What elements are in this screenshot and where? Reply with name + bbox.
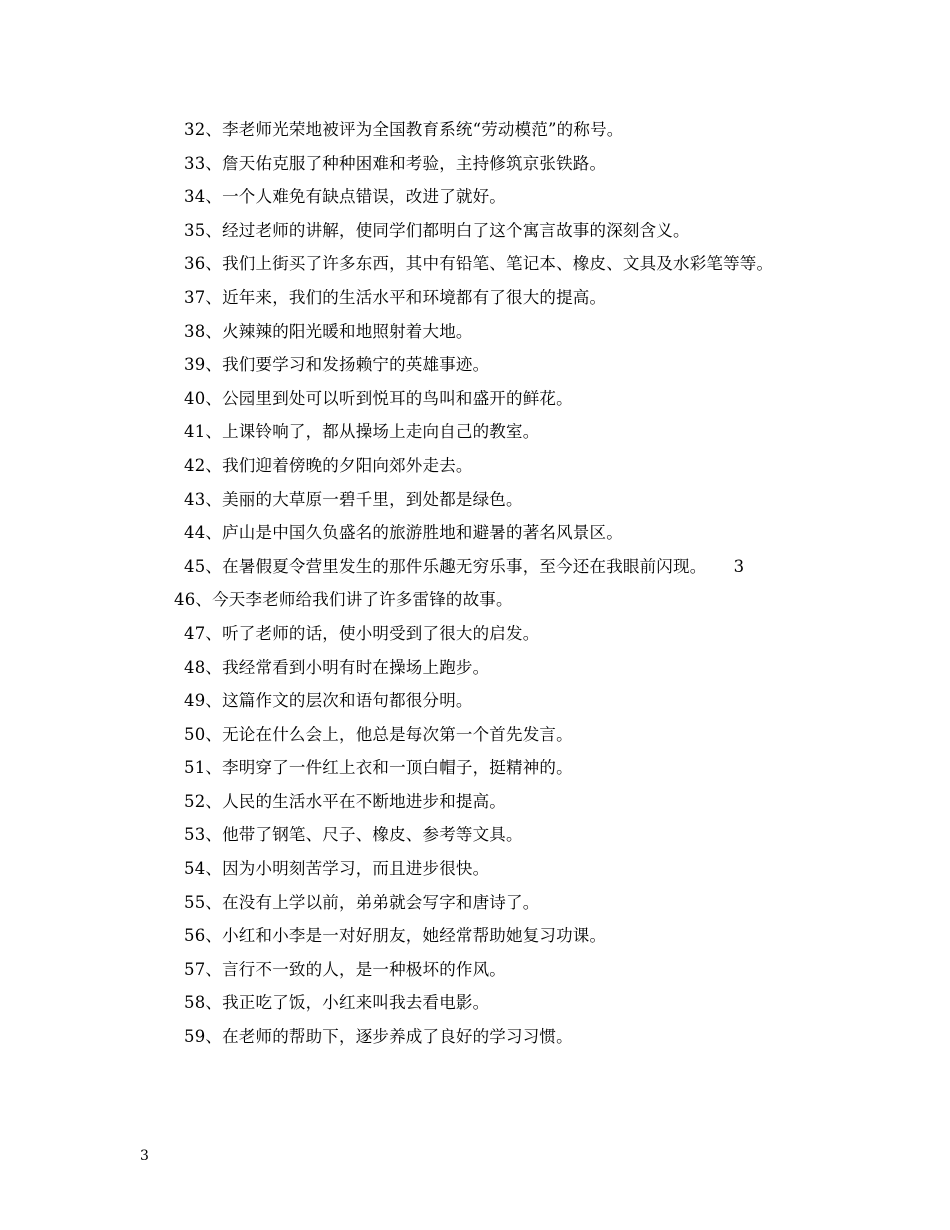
sentence-35: 35、经过老师的讲解，使同学们都明白了这个寓言故事的深刻含义。 — [184, 220, 690, 240]
sentence-41: 41、上课铃响了，都从操场上走向自己的教室。 — [184, 422, 540, 442]
sentence-38: 38、火辣辣的阳光暖和地照射着大地。 — [184, 321, 473, 341]
sentence-46: 46、今天李老师给我们讲了许多雷锋的故事。 — [174, 590, 513, 610]
sentence-58: 58、我正吃了饭，小红来叫我去看电影。 — [184, 993, 490, 1013]
sentence-49: 49、这篇作文的层次和语句都很分明。 — [184, 691, 473, 711]
sentence-39: 39、我们要学习和发扬赖宁的英雄事迹。 — [184, 355, 490, 375]
sentence-40: 40、公园里到处可以听到悦耳的鸟叫和盛开的鲜花。 — [184, 388, 573, 408]
sentence-34: 34、一个人难免有缺点错误，改进了就好。 — [184, 187, 506, 207]
sentence-59: 59、在老师的帮助下，逐步养成了良好的学习习惯。 — [184, 1027, 573, 1047]
sentence-43: 43、美丽的大草原一碧千里，到处都是绿色。 — [184, 489, 523, 509]
sentence-44: 44、庐山是中国久负盛名的旅游胜地和避暑的著名风景区。 — [184, 523, 623, 543]
sentence-56: 56、小红和小李是一对好朋友，她经常帮助她复习功课。 — [184, 926, 607, 946]
sentence-52: 52、人民的生活水平在不断地进步和提高。 — [184, 791, 506, 811]
sentence-45: 45、在暑假夏令营里发生的那件乐趣无穷乐事，至今还在我眼前闪现。 3 — [184, 556, 745, 576]
sentence-33: 33、詹天佑克服了种种困难和考验，主持修筑京张铁路。 — [184, 153, 607, 173]
sentence-37: 37、近年来，我们的生活水平和环境都有了很大的提高。 — [184, 287, 607, 307]
sentence-32: 32、李老师光荣地被评为全国教育系统“劳动模范”的称号。 — [184, 120, 624, 139]
sentence-36: 36、我们上街买了许多东西，其中有铅笔、笔记本、橡皮、文具及水彩笔等等。 — [184, 254, 774, 274]
sentence-51: 51、李明穿了一件红上衣和一顶白帽子，挺精神的。 — [184, 758, 573, 778]
sentence-57: 57、言行不一致的人，是一种极坏的作风。 — [184, 959, 506, 979]
sentence-47: 47、听了老师的话，使小明受到了很大的启发。 — [184, 623, 540, 643]
sentence-list — [140, 113, 820, 1054]
sentence-50: 50、无论在什么会上，他总是每次第一个首先发言。 — [184, 724, 573, 744]
page-number: 3 — [140, 1148, 149, 1164]
sentence-54: 54、因为小明刻苦学习，而且进步很快。 — [184, 859, 490, 879]
sentence-48: 48、我经常看到小明有时在操场上跑步。 — [184, 657, 490, 677]
sentence-55: 55、在没有上学以前，弟弟就会写字和唐诗了。 — [184, 892, 540, 912]
sentence-53: 53、他带了钢笔、尺子、橡皮、参考等文具。 — [184, 825, 523, 845]
sentence-42: 42、我们迎着傍晚的夕阳向郊外走去。 — [184, 455, 473, 475]
